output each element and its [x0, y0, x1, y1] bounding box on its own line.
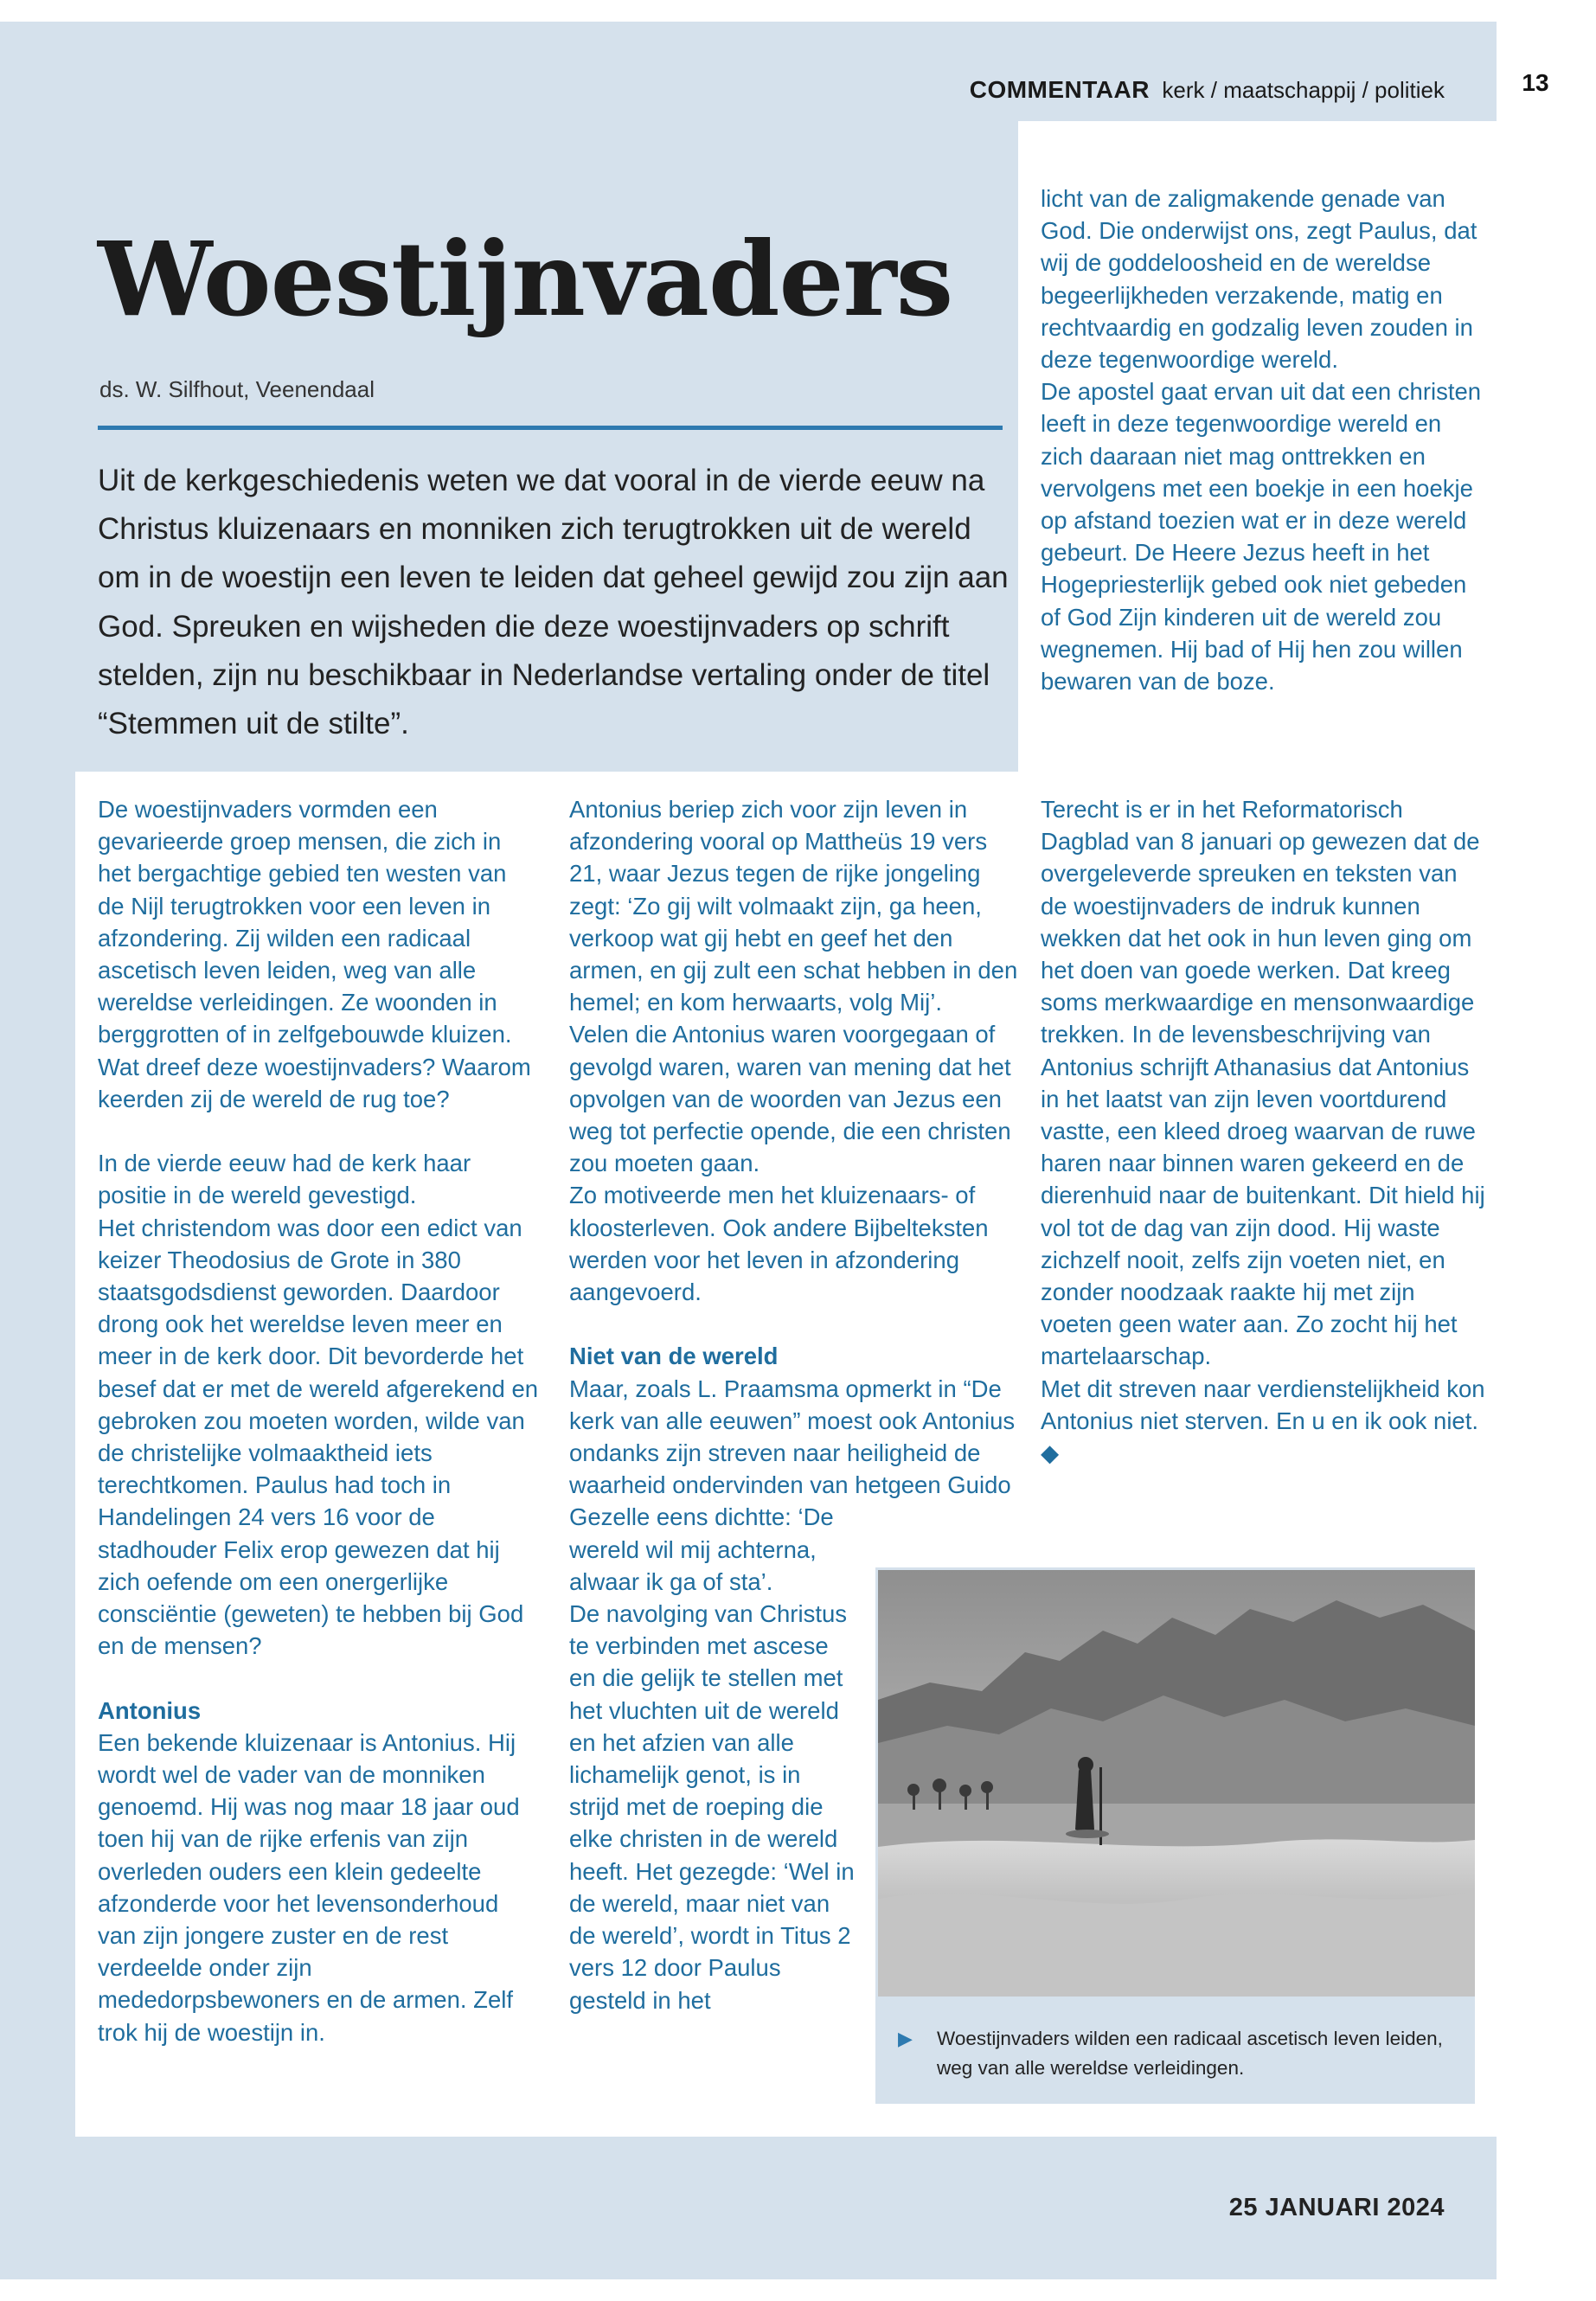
subheading-antonius: Antonius	[98, 1696, 202, 1724]
intro-paragraph: Uit de kerkgeschiedenis weten we dat vooral in de vierde eeuw na Christus kluizenaars en monniken zich terugtrokken uit de wereld om in de woestijn een leven te leiden dat geheel gewijd zou zijn aan God. Spreuken en wijsheden die deze woestijnvaders op schrift stelden, zijn nu beschikbaar in Nederlandse vertaling onder de titel “Stemmen uit de stilte”.	[98, 464, 1009, 741]
paragraph: De apostel gaat ervan uit dat een christen leeft in deze tegenwoordige wereld en zich daaraan niet mag onttrekken en vervolgens met een boekje in een hoekje op afstand toezien wat er in deze wereld gebeurt. De Heere Jezus heeft in het Hogepriesterlijk gebed ook niet gebeden of God Zijn kinderen uit de wereld zou wegnemen. Hij bad of Hij hen zou willen bewaren van de boze.	[1041, 378, 1482, 695]
paragraph: Gezelle eens dichtte: ‘De wereld wil mij achterna, alwaar ik ga of sta’.	[569, 1503, 834, 1595]
paragraph: Antonius beriep zich voor zijn leven in afzondering vooral op Mattheüs 19 vers 21, waar Jezus tegen de rijke jongeling zegt: ‘Zo gij wilt volmaakt zijn, ga heen, verkoop wat gij hebt en geef het den armen, en gij zult een schat hebben in den hemel; en kom herwaarts, volg Mij’.	[569, 796, 1018, 1016]
paragraph: Maar, zoals L. Praamsma opmerkt in “De kerk van alle eeuwen” moest ook Antonius ondanks zijn streven naar heiligheid de waarheid ondervinden van hetgeen Guido	[569, 1375, 1016, 1499]
paragraph: In de vierde eeuw had de kerk haar positie in de wereld gevestigd.	[98, 1150, 471, 1209]
paragraph: licht van de zaligmakende genade van God. Die onderwijst ons, zegt Paulus, dat wij de goddeloosheid en de wereldse begeerlijkheden verzakende, matig en rechtvaardig en godzalig leven zouden in deze tegenwoordige wereld.	[1041, 185, 1477, 374]
column-1	[98, 793, 539, 2048]
paragraph: De navolging van Christus te verbinden met ascese en die gelijk te stellen met het vluchten uit de wereld en het afzien van alle lichamelijk genot, is in strijd met de roeping die elke christen in de wereld heeft. Het gezegde: ‘Wel in de wereld, maar niet van de wereld’, wordt in Titus 2 vers 12 door Paulus gesteld in het	[569, 1600, 855, 2014]
caption-marker-icon: ▶	[898, 2028, 913, 2049]
issue-date: 25 JANUARI 2024	[1228, 2194, 1445, 2221]
title-divider	[98, 426, 1003, 430]
paragraph: Een bekende kluizenaar is Antonius. Hij wordt wel de vader van de monniken genoemd. Hij was nog maar 18 jaar oud toen hij van de rijke erfenis van zijn overleden ouders een klein gedeelte afzonderde voor het levensonderhoud van zijn jongere zuster en de rest verdeelde onder zijn mededorpsbewoners en de armen. Zelf trok hij de woestijn in.	[98, 1728, 520, 2046]
column-3-top	[1041, 183, 1486, 697]
photo-caption: Woestijnvaders wilden een radicaal ascetisch leven leiden, weg van alle wereldse verleidingen.	[937, 2028, 1443, 2079]
section-header	[941, 76, 1445, 104]
page-number: 13	[1522, 69, 1549, 96]
column-3	[1041, 793, 1486, 1469]
paragraph: Terecht is er in het Reformatorisch Dagblad van 8 januari op gewezen dat de overgeleverde spreuken en teksten van de woestijnvaders de indruk kunnen wekken dat het ook in hun leven ging om het doen van goede werken. Dat kreeg soms merkwaardige en mensonwaardige trekken. In de levensbeschrijving van Antonius schrijft Athanasius dat Antonius in het laatst van zijn leven voortdurend vastte, een kleed droeg waarvan de ruwe haren naar binnen waren gekeerd en de dierenhuid naar de buitenkant. Dit hield hij vol tot de dag van zijn dood. Hij waste zichzelf nooit, zelfs zijn voeten niet, en zonder noodzaak raakte hij met zijn voeten geen water aan. Zo zocht hij het martelaarschap.	[1041, 796, 1485, 1370]
desert-hermit-photo	[878, 1570, 1475, 1997]
paragraph: Met dit streven naar verdienstelijkheid kon Antonius niet sterven. En u en ik ook niet. ◆	[1041, 1375, 1485, 1467]
paragraph: De woestijnvaders vormden een gevarieerde groep mensen, die zich in het bergachtige gebied ten westen van de Nijl terugtrokken voor een leven in afzondering. Zij wilden een radicaal ascetisch leven leiden, weg van alle wereldse verleidingen. Ze woonden in berggrotten of in zelfgebouwde kluizen. Wat dreef deze woestijnvaders? Waarom keerden zij de wereld de rug toe?	[98, 796, 531, 1112]
byline: ds. W. Silfhout, Veenendaal	[99, 376, 375, 402]
paragraph: Zo motiveerde men het kluizenaars- of kloosterleven. Ook andere Bijbelteksten werden voor het leven in afzondering aangevoerd.	[569, 1182, 989, 1306]
section-label: COMMENTAAR	[969, 76, 1150, 103]
section-categories: kerk / maatschappij / politiek	[1162, 77, 1445, 103]
subheading-niet-van-de-wereld: Niet van de wereld	[569, 1343, 779, 1370]
paragraph: Velen die Antonius waren voorgegaan of gevolgd waren, waren van mening dat het opvolgen van de woorden van Jezus een weg tot perfectie opende, die een christen zou moeten gaan.	[569, 1021, 1011, 1177]
article-title: Woestijnvaders	[98, 219, 953, 339]
paragraph: Het christendom was door een edict van keizer Theodosius de Grote in 380 staatsgodsdienst geworden. Daardoor drong ook het wereldse leven meer en meer in de kerk door. Dit bevorderde het besef dat er met de wereld afgerekend en gebroken zou moeten worden, wilde van de christelijke volmaaktheid iets terechtkomen. Paulus had toch in Handelingen 24 vers 16 voor de stadhouder Felix erop gewezen dat hij zich oefende om een onergerlijke consciëntie (geweten) te hebben bij God en de mensen?	[98, 1214, 539, 1660]
